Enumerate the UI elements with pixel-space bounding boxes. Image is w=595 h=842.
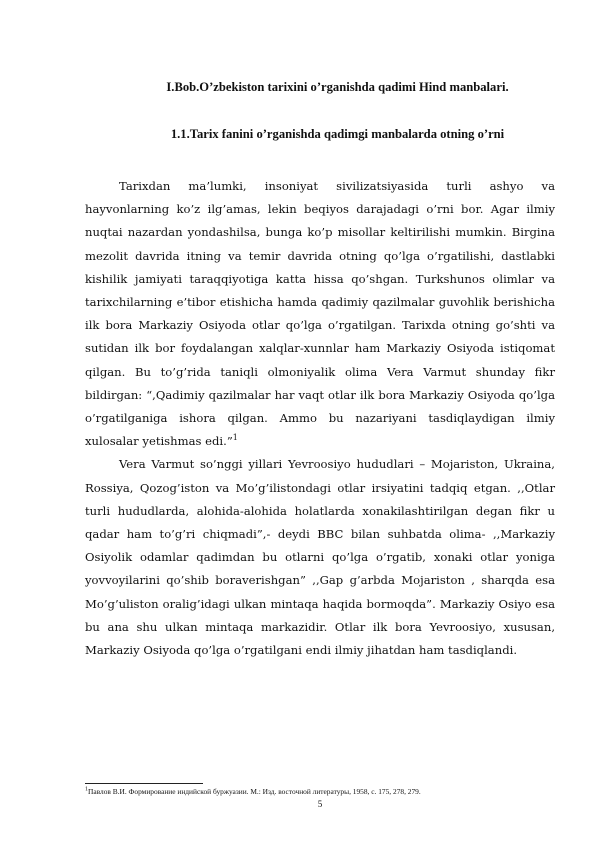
section-heading: 1.1.Tarix fanini o’rganishda qadimgi manbalarda otning o’rni (170, 127, 505, 141)
footnote-divider (85, 783, 203, 784)
paragraph-1 (85, 175, 555, 453)
footnote-text: Павлов В.И. Формирование индийской буржуазии. М.: Изд. восточной литературы, 1958, с. 175, 278, 279. (88, 787, 421, 796)
footnote-number: 1 (85, 786, 88, 793)
paragraph-1-text: Tarixdan ma’lumki, insoniyat sivilizatsiyasida turli ashyo va hayvonlarning ko’z ilg’amas, lekin beqiyos darajadagi o’rni bor. Agar ilmiy nuqtai nazardan yondashilsa, bunga ko’p misollar keltirilishi mumkin. Birgina mezolit davrida itning va temir davrida otning qo’lga o’rgatilishi, dastlabki kishilik jamiyati taraqqiyotiga katta hissa qo’shgan. Turkshunos olimlar va tarixchilarning e’tibor etishicha hamda qadimiy qazilmalar guvohlik berishicha ilk bora Markaziy Osiyoda otlar qo’lga o’rgatilgan. Tarixda otning go’shti va sutidan ilk bor foydalangan xalqlar-xunnlar ham Markaziy Osiyoda istiqomat qilgan. Bu to’g’rida taniqli olmoniyalik olima Vera Varmut shunday fikr bildirgan: “,Qadimiy qazilmalar har vaqt otlar ilk bora Markaziy Osiyoda qo’lga o’rgatilganiga ishora qilgan. Ammo bu nazariyani tasdiqlaydigan ilmiy xulosalar yetishmas edi.” (85, 179, 555, 449)
chapter-heading: I.Bob.O’zbekiston tarixini o’rganishda qadimi Hind manbalari. (166, 80, 509, 94)
page-number: 5 (317, 799, 323, 809)
paragraph-2: Vera Varmut so’nggi yillari Yevroosiyo hududlari – Mojariston, Ukraina, Rossiya, Qozog’iston va Mo’g’ilistondagi otlar irsiyatini tadqiq etgan. ,,Otlar turli hududlarda, alohida-alohida holatlarda xonakilashtirilgan degan fikr u qadar ham to’g’ri chiqmadi”,- deydi BBC bilan suhbatda olima- ,,Markaziy Osiyolik odamlar qadimdan bu otlarni qo’lga o’rgatib, xonaki otlar yoniga yovvoyilarini qo’shib boraverishgan” ,,Gap g’arbda Mojariston , sharqda esa Mo’g’uliston oralig’idagi ulkan mintaqa haqida bormoqda”. Markaziy Osiyo esa bu ana shu ulkan mintaqa markazidir. Otlar ilk bora Yevroosiyo, xususan, Markaziy Osiyoda qo’lga o’rgatilgani endi ilmiy jihatdan ham tasdiqlandi. (85, 457, 555, 658)
footnote-reference[interactable]: 1 (232, 433, 238, 443)
footnote (85, 787, 565, 797)
body-text (85, 175, 555, 662)
